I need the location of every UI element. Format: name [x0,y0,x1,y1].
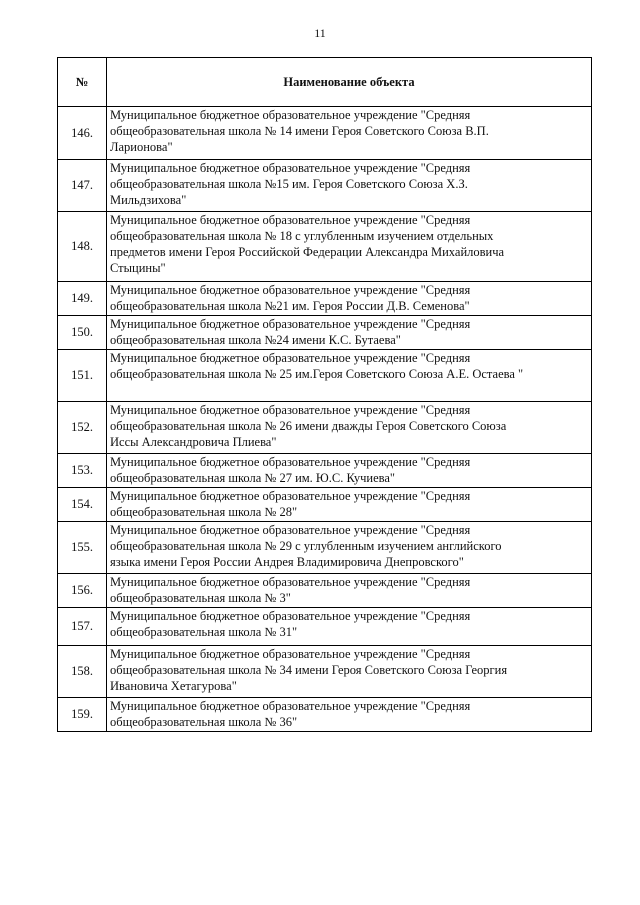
table-row [58,574,592,608]
table-row [58,608,592,646]
row-number: 149. [58,282,107,316]
table-row [58,282,592,316]
object-name-line: Ивановича Хетагурова" [110,679,237,693]
row-number: 152. [58,402,107,454]
table-row [58,402,592,454]
row-number: 158. [58,646,107,698]
object-name-line: общеобразовательная школа № 29 с углубленным изучением английского [110,539,502,553]
row-object-name [107,282,592,316]
row-number: 154. [58,488,107,522]
object-name-line: общеобразовательная школа №24 имени К.С. Бутаева" [110,333,401,347]
table-header-row [58,58,592,107]
row-object-name [107,454,592,488]
object-name-line: Муниципальное бюджетное образовательное учреждение "Средняя [110,108,471,122]
table-row [58,488,592,522]
table-row [58,350,592,402]
row-number: 151. [58,350,107,402]
object-name-line: Муниципальное бюджетное образовательное учреждение "Средняя [110,317,471,331]
object-name-line: общеобразовательная школа № 18 с углубленным изучением отдельных [110,229,494,243]
row-number: 146. [58,107,107,160]
object-name-line: предметов имени Героя Российской Федерации Александра Михайловича [110,245,505,259]
object-name-line: Муниципальное бюджетное образовательное учреждение "Средняя [110,647,471,661]
object-name-line: общеобразовательная школа № 34 имени Героя Советского Союза Георгия [110,663,508,677]
object-name-line: Муниципальное бюджетное образовательное учреждение "Средняя [110,283,471,297]
row-object-name [107,212,592,282]
object-name-line: Муниципальное бюджетное образовательное учреждение "Средняя [110,575,471,589]
row-object-name [107,402,592,454]
object-name-line: Стыцины" [110,261,166,275]
object-name-line: Муниципальное бюджетное образовательное учреждение "Средняя [110,489,471,503]
object-name-line: общеобразовательная школа №15 им. Героя Советского Союза Х.З. [110,177,468,191]
object-name-line: общеобразовательная школа № 26 имени дважды Героя Советского Союза [110,419,507,433]
table-row [58,160,592,212]
object-name-line: Мильдзихова" [110,193,187,207]
table-row [58,698,592,732]
row-number: 155. [58,522,107,574]
row-object-name [107,608,592,646]
table-row [58,316,592,350]
object-name-line: Муниципальное бюджетное образовательное учреждение "Средняя [110,455,471,469]
object-name-line: Муниципальное бюджетное образовательное учреждение "Средняя [110,213,471,227]
row-number: 157. [58,608,107,646]
row-object-name [107,574,592,608]
object-name-line: Муниципальное бюджетное образовательное учреждение "Средняя [110,523,471,537]
row-object-name [107,488,592,522]
row-number: 147. [58,160,107,212]
row-object-name [107,522,592,574]
row-number: 148. [58,212,107,282]
object-name-line: общеобразовательная школа № 3" [110,591,291,605]
object-name-line: общеобразовательная школа №21 им. Героя России Д.В. Семенова" [110,299,470,313]
header-name: Наименование объекта [107,58,592,107]
object-name-line: Муниципальное бюджетное образовательное учреждение "Средняя [110,609,471,623]
object-name-line: общеобразовательная школа № 14 имени Героя Советского Союза В.П. [110,124,489,138]
object-name-line: общеобразовательная школа № 25 им.Героя Советского Союза А.Е. Остаева " [110,367,524,381]
row-number: 159. [58,698,107,732]
table-row [58,212,592,282]
object-name-line: общеобразовательная школа № 31" [110,625,298,639]
row-object-name [107,646,592,698]
object-name-line: Муниципальное бюджетное образовательное учреждение "Средняя [110,403,471,417]
object-name-line: Ларионова" [110,140,173,154]
page-number: 11 [314,26,326,40]
object-name-line: Муниципальное бюджетное образовательное учреждение "Средняя [110,351,471,365]
row-object-name [107,160,592,212]
object-name-line: Иссы Александровича Плиева" [110,435,277,449]
table-row [58,107,592,160]
row-number: 156. [58,574,107,608]
row-object-name [107,107,592,160]
row-object-name [107,698,592,732]
object-name-line: языка имени Героя России Андрея Владимировича Днепровского" [110,555,464,569]
object-name-line: общеобразовательная школа № 28" [110,505,298,519]
row-object-name [107,350,592,402]
object-name-line: общеобразовательная школа № 36" [110,715,298,729]
row-number: 150. [58,316,107,350]
row-object-name [107,316,592,350]
table-row [58,522,592,574]
object-name-line: общеобразовательная школа № 27 им. Ю.С. Кучиева" [110,471,396,485]
objects-table [57,57,592,732]
object-name-line: Муниципальное бюджетное образовательное учреждение "Средняя [110,161,471,175]
object-name-line: Муниципальное бюджетное образовательное учреждение "Средняя [110,699,471,713]
table-row [58,454,592,488]
table-row [58,646,592,698]
header-number: № [58,58,107,107]
row-number: 153. [58,454,107,488]
